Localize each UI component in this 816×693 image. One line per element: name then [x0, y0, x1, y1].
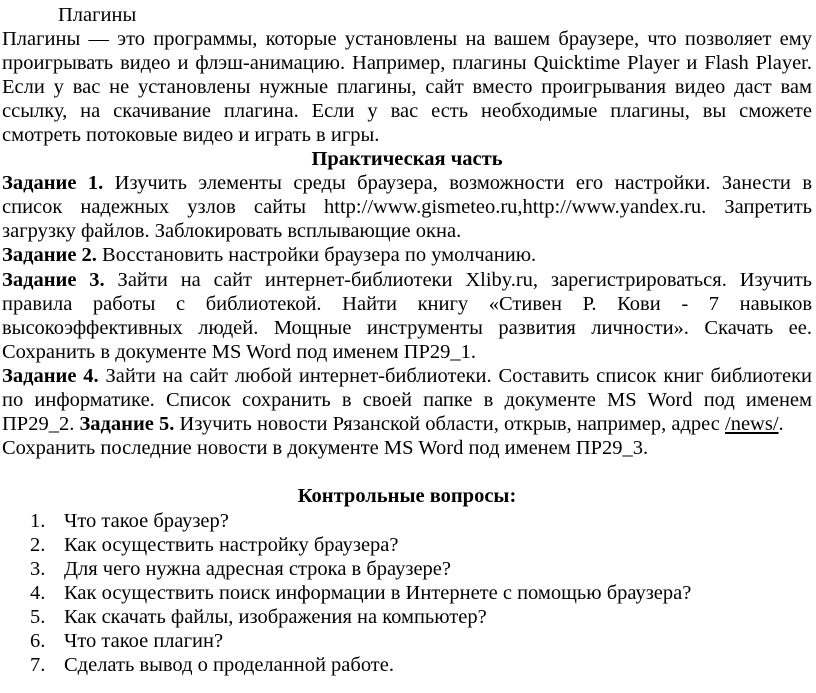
question-text: Что такое плагин?: [64, 630, 224, 652]
section-heading-questions: [2, 484, 812, 508]
question-text: Что такое браузер?: [64, 510, 229, 532]
question-item: [2, 653, 812, 677]
task1-line-2: список надежных узлов сайты http://www.gismeteo.ru,http://www.yandex.ru. Запретить: [2, 196, 812, 218]
task3-line-3: высокоэффективных людей. Мощные инструменты развития личности». Скачать ее.: [2, 317, 812, 339]
task2-line: [2, 243, 812, 267]
task4-line-1: [2, 364, 812, 388]
page-title: Плагины: [58, 4, 137, 26]
question-item: [2, 557, 812, 581]
question-item: [2, 533, 812, 557]
task1-line-3: загрузку файлов. Заблокировать всплывающие окна.: [2, 220, 462, 242]
question-number: 1.: [30, 510, 46, 532]
question-text: Для чего нужна адресная строка в браузере?: [64, 558, 451, 580]
question-text: Как осуществить поиск информации в Интернете с помощью браузера?: [64, 582, 692, 604]
question-item: [2, 509, 812, 533]
task1-label: Задание 1.: [2, 172, 104, 194]
task4-text-3: ПР29_2.: [2, 413, 80, 435]
task5-label: Задание 5.: [79, 413, 175, 435]
question-number: 4.: [30, 582, 46, 604]
task3-line-2: правила работы с библиотекой. Найти книгу «Стивен Р. Кови - 7 навыков: [2, 293, 812, 315]
task3-line-1: [2, 268, 812, 292]
task5-period: .: [778, 413, 784, 435]
practical-title: Практическая часть: [311, 148, 503, 170]
task4-task5-line: [2, 412, 812, 436]
question-number: 6.: [30, 630, 46, 652]
intro-line-4: ссылку, на скачивание плагина. Если у вас есть необходимые плагины, вы сможете: [2, 100, 812, 122]
questions-title: Контрольные вопросы:: [297, 485, 517, 507]
news-link[interactable]: /news/: [725, 413, 779, 435]
question-item: [2, 581, 812, 605]
section-heading-practical: [2, 147, 812, 171]
question-number: 3.: [30, 558, 46, 580]
task3-text-1: Зайти на сайт интернет-библиотеки Xliby.ru, зарегистрироваться. Изучить: [104, 269, 812, 291]
question-text: Сделать вывод о проделанной работе.: [64, 654, 394, 676]
question-item: [2, 629, 812, 653]
task4-label: Задание 4.: [2, 365, 99, 387]
task3-label: Задание 3.: [2, 269, 105, 291]
question-item: [2, 605, 812, 629]
intro-line-1: Плагины — это программы, которые установлены на вашем браузере, что позволяет ему: [2, 28, 812, 50]
question-number: 2.: [30, 534, 46, 556]
question-number: 5.: [30, 606, 46, 628]
intro-line-5: смотреть потоковые видео и играть в игры.: [2, 124, 380, 146]
task2-text: Восстановить настройки браузера по умолчанию.: [96, 244, 537, 266]
question-text: Как осуществить настройку браузера?: [64, 534, 399, 556]
task4-text-1: Зайти на сайт любой интернет-библиотеки. Составить список книг библиотеки: [98, 365, 812, 387]
task3-line-4: Сохранить в документе MS Word под именем ПР29_1.: [2, 341, 477, 363]
question-number: 7.: [30, 654, 46, 676]
question-text: Как скачать файлы, изображения на компьютер?: [64, 606, 487, 628]
task4-line-2: по информатике. Список сохранить в своей папке в документе MS Word под именем: [2, 389, 812, 411]
intro-line-2: проигрывать видео и флэш-анимацию. Например, плагины Quicktime Player и Flash Player.: [2, 52, 812, 74]
task2-label: Задание 2.: [2, 244, 97, 266]
task1-line-1: [2, 171, 812, 195]
task5-text-1: Изучить новости Рязанской области, открыв, например, адрес: [174, 413, 726, 435]
task1-text-1: Изучить элементы среды браузера, возможности его настройки. Занести в: [103, 172, 812, 194]
intro-line-3: Если у вас не установлены нужные плагины, сайт вместо проигрывания видео даст вам: [2, 76, 812, 98]
task5-line-2: Сохранить последние новости в документе MS Word под именем ПР29_3.: [2, 437, 649, 459]
